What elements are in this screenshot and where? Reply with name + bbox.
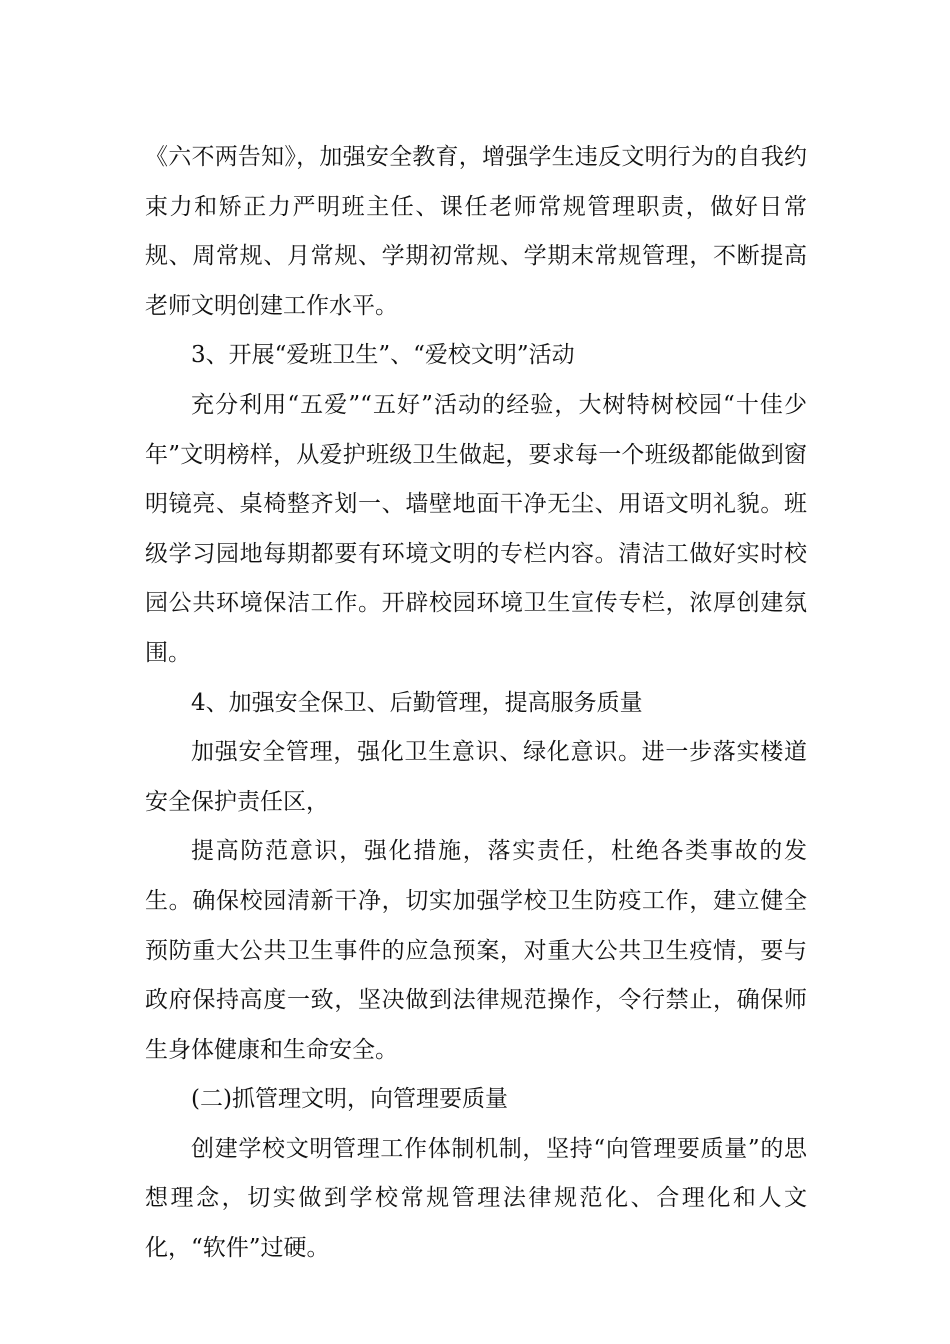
document-page (145, 133, 807, 1274)
section-heading-4: 4、加强安全保卫、后勤管理，提高服务质量 (191, 689, 643, 716)
paragraph-safety-management: 加强安全管理，强化卫生意识、绿化意识。进一步落实楼道安全保护责任区， (145, 739, 807, 815)
section-heading-2: (二)抓管理文明，向管理要质量 (191, 1086, 508, 1113)
section-heading-3: 3、开展“爱班卫生”、“爱校文明”活动 (191, 342, 575, 369)
paragraph-hygiene-activity: 充分利用“五爱”“五好”活动的经验，大树特树校园“十佳少年”文明榜样，从爱护班级卫生做起，要求每一个班级都能做到窗明镜亮、桌椅整齐划一、墙壁地面干净无尘、用语文明礼貌。班级学习园地每期都要有环境文明的专栏内容。清洁工做好实时校园公共环境保洁工作。开辟校园环境卫生宣传专栏，浓厚创建氛围。 (145, 391, 807, 666)
paragraph-prevention: 提高防范意识，强化措施，落实责任，杜绝各类事故的发生。确保校园清新干净，切实加强学校卫生防疫工作，建立健全预防重大公共卫生事件的应急预案，对重大公共卫生疫情，要与政府保持高度一致，坚决做到法律规范操作，令行禁止，确保师生身体健康和生命安全。 (145, 838, 807, 1063)
paragraph-continuation: 《六不两告知》，加强安全教育，增强学生违反文明行为的自我约束力和矫正力严明班主任、课任老师常规管理职责，做好日常规、周常规、月常规、学期初常规、学期末常规管理，不断提高老师文明创建工作水平。 (145, 144, 807, 319)
paragraph-management-quality: 创建学校文明管理工作体制机制，坚持“向管理要质量”的思想理念，切实做到学校常规管理法律规范化、合理化和人文化，“软件”过硬。 (145, 1135, 807, 1262)
